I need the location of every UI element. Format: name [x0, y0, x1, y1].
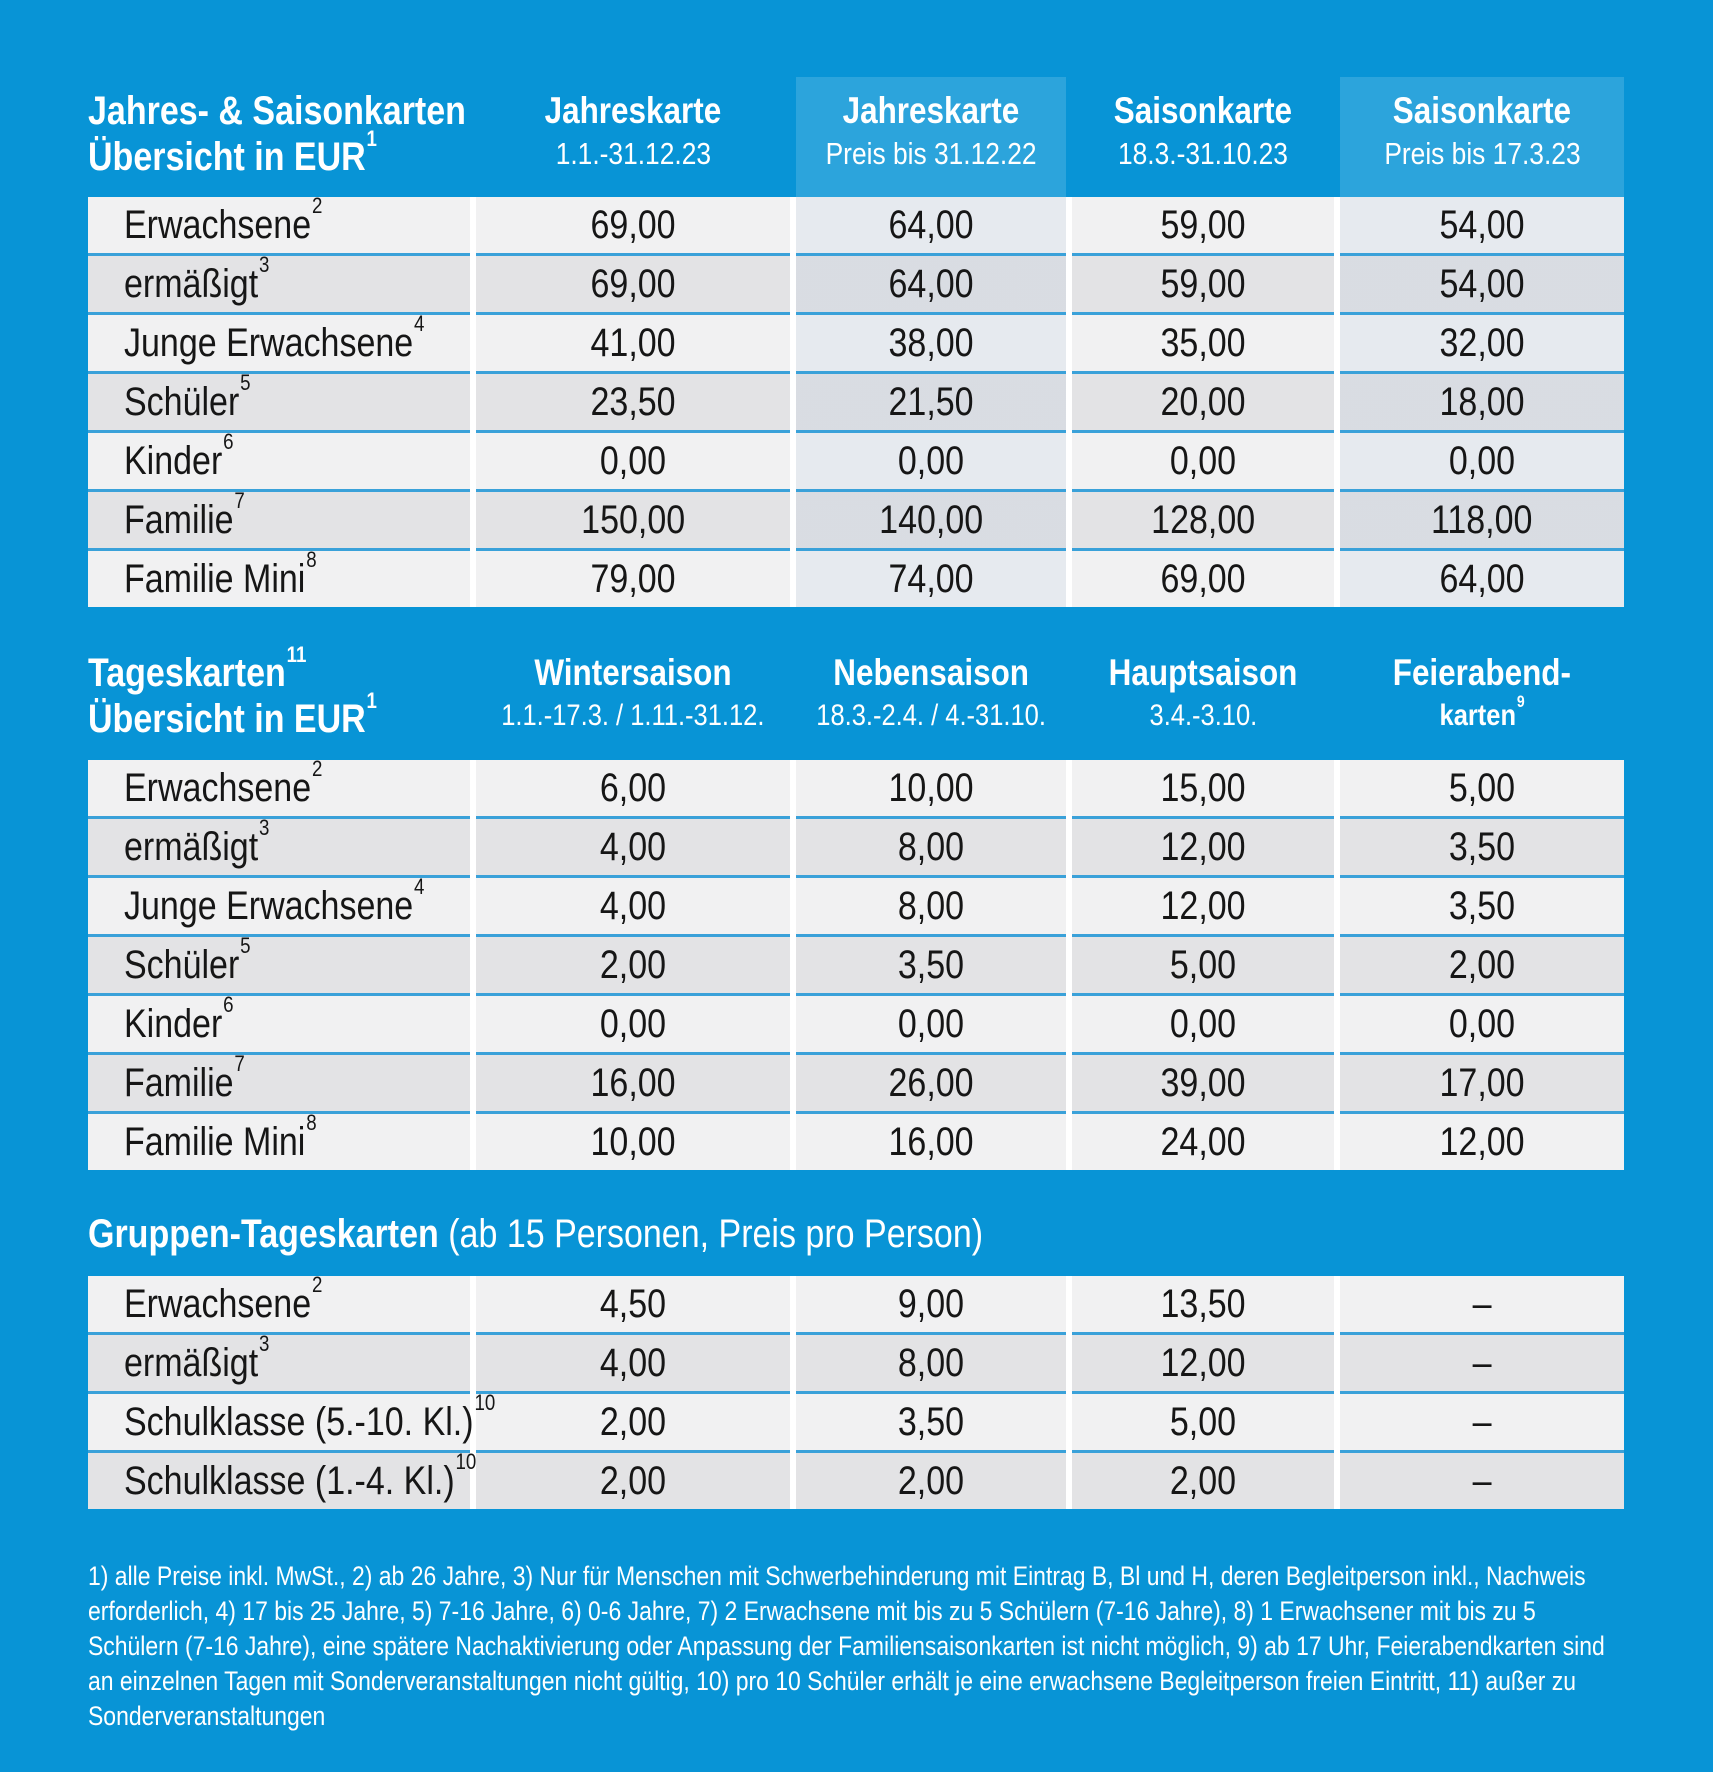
price-value: 74,00	[888, 556, 974, 601]
col-header-saisonkarte-2023	[1072, 77, 1334, 197]
price-value: 69,00	[590, 202, 676, 247]
category-label: Schüler	[124, 942, 240, 987]
category-sup: 7	[234, 1051, 245, 1077]
price-value: 20,00	[1160, 379, 1246, 424]
price-value: 150,00	[581, 497, 685, 542]
price-value: 2,00	[599, 1399, 667, 1444]
row-junge-erwachsene	[88, 312, 1624, 371]
column-title: Jahreskarte	[544, 90, 722, 131]
category-label: Erwachsene	[124, 1281, 312, 1326]
price-value: 10,00	[590, 1119, 676, 1164]
price-value: 26,00	[888, 1060, 974, 1105]
price-value: 59,00	[1160, 202, 1246, 247]
category-label: Schulklasse (1.-4. Kl.)	[124, 1458, 455, 1503]
price-value: 8,00	[897, 824, 965, 869]
price-value: 2,00	[599, 1458, 667, 1503]
price-value: 54,00	[1439, 261, 1525, 306]
section-jahres-saisonkarten	[88, 77, 1624, 607]
row-kinder	[88, 993, 1624, 1052]
category-label: Junge Erwachsene	[124, 883, 414, 928]
price-value: 0,00	[1448, 1001, 1516, 1046]
price-value: 5,00	[1169, 942, 1237, 987]
category-sup: 6	[223, 992, 234, 1018]
section2-title	[88, 639, 470, 760]
title-superscript: 11	[286, 641, 307, 667]
price-value: 64,00	[888, 261, 974, 306]
price-value: 2,00	[897, 1458, 965, 1503]
price-value: 41,00	[590, 320, 676, 365]
price-value: 8,00	[897, 883, 965, 928]
table-gruppen-tageskarten	[88, 1272, 1624, 1509]
price-value: 12,00	[1160, 1340, 1246, 1385]
col-header-jahreskarte-2022	[796, 77, 1066, 197]
price-value: 2,00	[1448, 942, 1516, 987]
category-sup: 3	[258, 252, 270, 278]
row-kinder	[88, 430, 1624, 489]
category-sup: 10	[455, 1449, 477, 1475]
price-value: 24,00	[1160, 1119, 1246, 1164]
price-value: –	[1472, 1281, 1492, 1326]
row-familie-mini	[88, 548, 1624, 607]
section3-title-bold: Gruppen-Tageskarten	[88, 1212, 439, 1256]
section2-title-line1: Tageskarten	[88, 651, 286, 695]
col-header-feierabendkarten	[1340, 639, 1624, 760]
price-value: 0,00	[599, 438, 667, 483]
price-value: 69,00	[590, 261, 676, 306]
price-value: 18,00	[1439, 379, 1525, 424]
column-subtitle: Preis bis 31.12.22	[825, 136, 1037, 171]
category-label: Junge Erwachsene	[124, 320, 414, 365]
price-value: 39,00	[1160, 1060, 1246, 1105]
section-tageskarten	[88, 639, 1624, 1170]
price-value: 0,00	[1169, 438, 1237, 483]
category-sup: 4	[414, 311, 425, 337]
price-value: 16,00	[590, 1060, 676, 1105]
col-header-saisonkarte-2022	[1340, 77, 1624, 197]
category-label: ermäßigt	[124, 1340, 259, 1385]
section2-header	[88, 639, 1624, 760]
title-superscript: 1	[366, 125, 377, 151]
category-sup: 3	[258, 815, 270, 841]
column-subtitle: 1.1.-17.3. / 1.11.-31.12.	[501, 699, 765, 732]
column-subtitle: 18.3.-31.10.23	[1118, 136, 1288, 171]
row-schulklasse-1-4	[88, 1450, 1624, 1509]
row-junge-erwachsene	[88, 875, 1624, 934]
row-familie	[88, 489, 1624, 548]
table-tageskarten	[88, 756, 1624, 1170]
category-label: ermäßigt	[124, 824, 259, 869]
column-title: Wintersaison	[534, 652, 732, 693]
price-value: 2,00	[1169, 1458, 1237, 1503]
price-value: 8,00	[897, 1340, 965, 1385]
category-label: Erwachsene	[124, 765, 312, 810]
price-value: 0,00	[1448, 438, 1516, 483]
price-value: –	[1472, 1340, 1492, 1385]
row-erwachsene	[88, 756, 1624, 816]
content	[88, 77, 1624, 1734]
category-label: Schüler	[124, 379, 240, 424]
row-familie	[88, 1052, 1624, 1111]
column-title: Hauptsaison	[1108, 652, 1298, 693]
row-erwachsene	[88, 193, 1624, 253]
price-value: –	[1472, 1399, 1492, 1444]
category-sup: 2	[311, 193, 323, 219]
column-subtitle: 3.4.-3.10.	[1149, 699, 1257, 732]
title-superscript: 1	[366, 687, 377, 713]
price-value: 69,00	[1160, 556, 1246, 601]
price-value: 13,50	[1160, 1281, 1246, 1326]
price-value: 64,00	[888, 202, 974, 247]
category-sup: 10	[474, 1390, 496, 1416]
price-value: 15,00	[1160, 765, 1246, 810]
column-title: Saisonkarte	[1392, 90, 1572, 131]
price-value: 3,50	[897, 942, 965, 987]
price-value: 0,00	[1169, 1001, 1237, 1046]
price-value: 59,00	[1160, 261, 1246, 306]
price-value: 54,00	[1439, 202, 1525, 247]
price-value: 118,00	[1431, 497, 1533, 542]
section1-title	[88, 77, 470, 197]
col-header-hauptsaison	[1072, 639, 1334, 760]
category-label: Familie	[124, 1060, 234, 1105]
price-value: 5,00	[1448, 765, 1516, 810]
row-ermaessigt	[88, 1332, 1624, 1391]
section3-title	[88, 1210, 1624, 1258]
section1-header	[88, 77, 1624, 197]
table-jahres-saisonkarten	[88, 193, 1624, 607]
section-gruppen-tageskarten	[88, 1210, 1624, 1509]
price-value: 23,50	[590, 379, 676, 424]
price-value: 2,00	[599, 942, 667, 987]
footnotes: 1) alle Preise inkl. MwSt., 2) ab 26 Jahre, 3) Nur für Menschen mit Schwerbehinderung mit Eintrag B, Bl und H, deren Begleitperson inkl., Nachweis erforderlich, 4) 17 bis 25 Jahre, 5) 7-16 Jahre, 6) 0-6 Jahre, 7) 2 Erwachsene mit bis zu 5 Schülern (7-16 Jahre), 8) 1 Erwachsener mit bis zu 5 Schülern (7-16 Jahre), eine spätere Nachaktivierung oder Anpassung der Familiensaisonkarten ist nicht möglich, 9) ab 17 Uhr, Feierabendkarten sind an einzelnen Tagen mit Sonderveranstaltungen nicht gültig, 10) pro 10 Schüler erhält je eine erwachsene Begleitperson freien Eintritt, 11) außer zu Sonderveranstaltungen	[88, 1561, 1605, 1731]
price-value: 128,00	[1151, 497, 1255, 542]
category-label: Familie Mini	[124, 1119, 306, 1164]
category-sup: 8	[306, 1110, 317, 1136]
price-value: 79,00	[590, 556, 676, 601]
category-sup: 2	[311, 756, 323, 782]
category-sup: 8	[306, 547, 317, 573]
column-title: Nebensaison	[833, 652, 1029, 693]
row-schueler	[88, 934, 1624, 993]
row-erwachsene	[88, 1272, 1624, 1332]
category-label: Kinder	[124, 438, 223, 483]
column-subtitle: Preis bis 17.3.23	[1383, 136, 1581, 171]
price-value: 4,00	[599, 824, 667, 869]
price-value: 3,50	[897, 1399, 965, 1444]
col-header-nebensaison	[796, 639, 1066, 760]
price-value: 0,00	[599, 1001, 667, 1046]
column-title: Saisonkarte	[1113, 90, 1293, 131]
category-sup: 2	[311, 1272, 323, 1298]
category-sup: 5	[240, 933, 251, 959]
price-value: 5,00	[1169, 1399, 1237, 1444]
price-value: 0,00	[897, 1001, 965, 1046]
category-sup: 5	[240, 370, 251, 396]
price-value: 12,00	[1160, 883, 1246, 928]
category-sup: 4	[414, 874, 425, 900]
price-value: 6,00	[599, 765, 667, 810]
row-schueler	[88, 371, 1624, 430]
price-value: 17,00	[1439, 1060, 1525, 1105]
row-ermaessigt	[88, 816, 1624, 875]
price-value: 64,00	[1439, 556, 1525, 601]
price-value: 32,00	[1439, 320, 1525, 365]
column-title: Feierabend-	[1392, 652, 1572, 693]
category-sup: 7	[234, 488, 245, 514]
price-value: 9,00	[897, 1281, 965, 1326]
price-value: 4,00	[599, 1340, 667, 1385]
price-value: 35,00	[1160, 320, 1246, 365]
column-subtitle: 18.3.-2.4. / 4.-31.10.	[816, 699, 1046, 732]
col-header-wintersaison	[476, 639, 790, 760]
row-familie-mini	[88, 1111, 1624, 1170]
price-value: 3,50	[1448, 883, 1516, 928]
price-value: 4,50	[599, 1281, 667, 1326]
column-subtitle: karten	[1439, 699, 1516, 732]
category-label: Familie	[124, 497, 234, 542]
section1-title-line1: Jahres- & Saisonkarten	[88, 89, 466, 133]
price-value: 0,00	[897, 438, 965, 483]
price-value: 16,00	[888, 1119, 974, 1164]
category-label: Erwachsene	[124, 202, 312, 247]
category-label: Kinder	[124, 1001, 223, 1046]
col-header-jahreskarte-2023	[476, 77, 790, 197]
price-value: 140,00	[879, 497, 983, 542]
category-label: ermäßigt	[124, 261, 259, 306]
price-value: 10,00	[888, 765, 974, 810]
section1-title-line2: Übersicht in EUR	[88, 135, 366, 179]
category-label: Schulklasse (5.-10. Kl.)	[124, 1399, 474, 1444]
price-value: 12,00	[1439, 1119, 1525, 1164]
category-label: Familie Mini	[124, 556, 306, 601]
row-schulklasse-5-10	[88, 1391, 1624, 1450]
row-ermaessigt	[88, 253, 1624, 312]
category-sup: 3	[258, 1331, 270, 1357]
price-value: 4,00	[599, 883, 667, 928]
column-title: Jahreskarte	[842, 90, 1020, 131]
price-value: 3,50	[1448, 824, 1516, 869]
price-value: –	[1472, 1458, 1492, 1503]
price-value: 38,00	[888, 320, 974, 365]
column-sup: 9	[1516, 692, 1525, 711]
price-value: 12,00	[1160, 824, 1246, 869]
section2-title-line2: Übersicht in EUR	[88, 697, 366, 741]
price-value: 21,50	[888, 379, 974, 424]
column-subtitle: 1.1.-31.12.23	[555, 136, 711, 171]
category-sup: 6	[223, 429, 234, 455]
section3-title-note: (ab 15 Personen, Preis pro Person)	[438, 1212, 984, 1256]
